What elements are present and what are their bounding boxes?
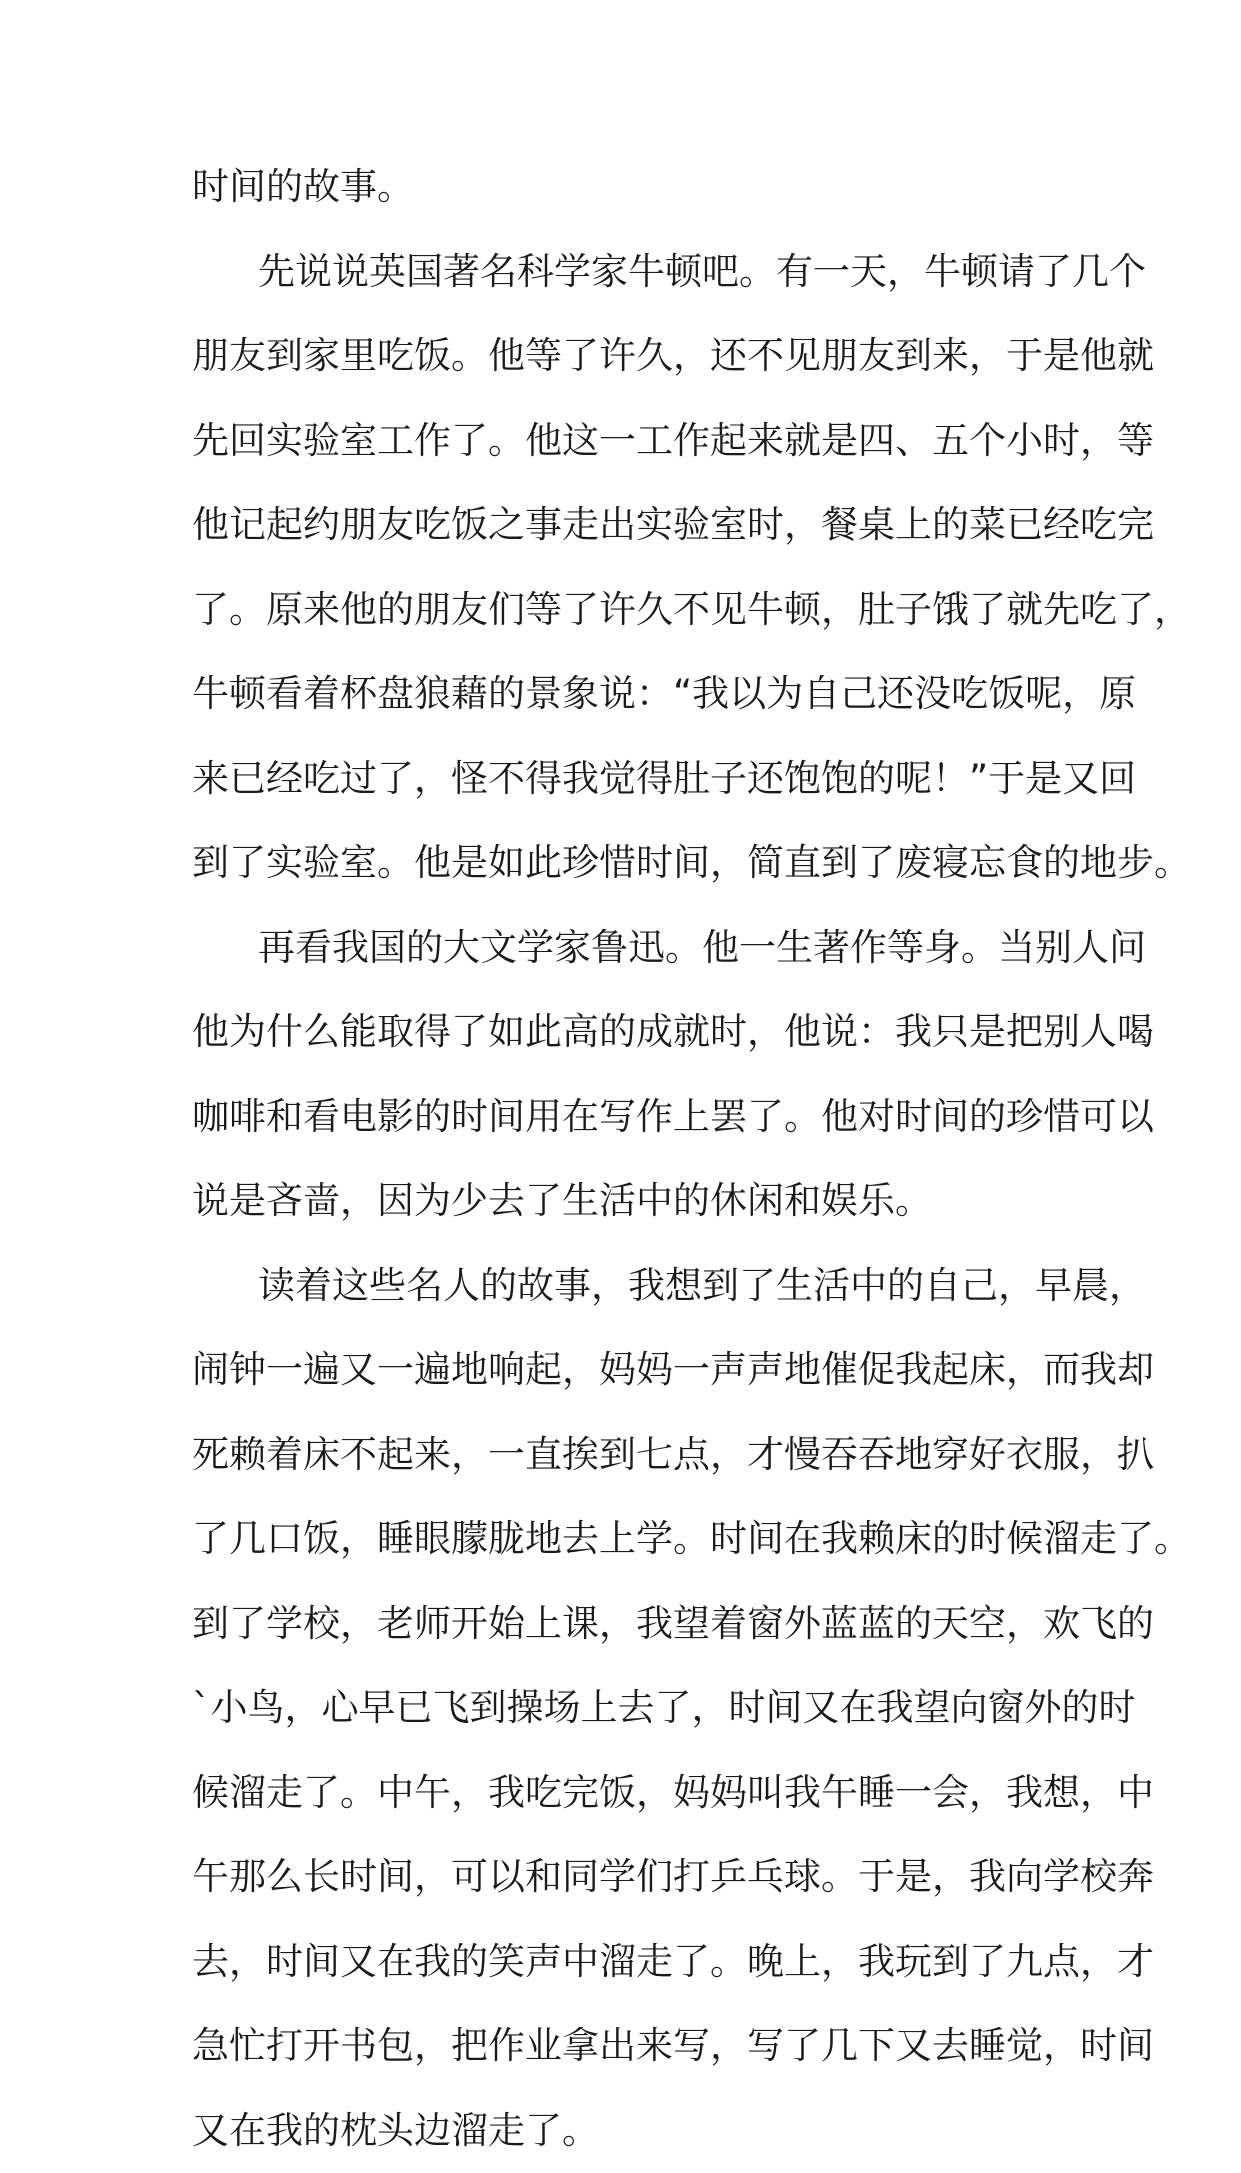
text-line: 闹钟一遍又一遍地响起，妈妈一声声地催促我起床，而我却 xyxy=(192,1328,1052,1413)
text-line: `小鸟，心早已飞到操场上去了，时间又在我望向窗外的时 xyxy=(192,1666,1052,1751)
text-line: 又在我的枕头边溜走了。 xyxy=(192,2089,1052,2173)
text-line: 候溜走了。中午，我吃完饭，妈妈叫我午睡一会，我想，中 xyxy=(192,1751,1052,1836)
text-line: 到了实验室。他是如此珍惜时间，简直到了废寝忘食的地步。 xyxy=(192,821,1052,906)
text-line: 牛顿看着杯盘狼藉的景象说：“我以为自己还没吃饭呢，原 xyxy=(192,652,1052,737)
text-line: 咖啡和看电影的时间用在写作上罢了。他对时间的珍惜可以 xyxy=(192,1075,1052,1160)
text-line: 他记起约朋友吃饭之事走出实验室时，餐桌上的菜已经吃完 xyxy=(192,483,1052,568)
text-line: 午那么长时间，可以和同学们打乒乓球。于是，我向学校奔 xyxy=(192,1835,1052,1920)
text-line: 说是吝啬，因为少去了生活中的休闲和娱乐。 xyxy=(192,1159,1052,1244)
paragraph-first-line: 读着这些名人的故事，我想到了生活中的自己，早晨， xyxy=(192,1244,1052,1329)
text-line: 死赖着床不起来，一直挨到七点，才慢吞吞地穿好衣服，扒 xyxy=(192,1413,1052,1498)
text-line: 急忙打开书包，把作业拿出来写，写了几下又去睡觉，时间 xyxy=(192,2004,1052,2089)
text-line: 先回实验室工作了。他这一工作起来就是四、五个小时，等 xyxy=(192,399,1052,484)
text-line: 朋友到家里吃饭。他等了许久，还不见朋友到来，于是他就 xyxy=(192,314,1052,399)
text-line: 了几口饭，睡眼朦胧地去上学。时间在我赖床的时候溜走了。 xyxy=(192,1497,1052,1582)
paragraph-first-line: 先说说英国著名科学家牛顿吧。有一天，牛顿请了几个 xyxy=(192,230,1052,315)
text-line: 来已经吃过了，怪不得我觉得肚子还饱饱的呢！”于是又回 xyxy=(192,737,1052,822)
text-line: 他为什么能取得了如此高的成就时，他说：我只是把别人喝 xyxy=(192,990,1052,1075)
text-line: 时间的故事。 xyxy=(192,145,1052,230)
text-line: 到了学校，老师开始上课，我望着窗外蓝蓝的天空，欢飞的 xyxy=(192,1582,1052,1667)
document-body xyxy=(192,145,1052,2173)
paragraph-first-line: 再看我国的大文学家鲁迅。他一生著作等身。当别人问 xyxy=(192,906,1052,991)
text-line: 去，时间又在我的笑声中溜走了。晚上，我玩到了九点，才 xyxy=(192,1920,1052,2005)
text-line: 了。原来他的朋友们等了许久不见牛顿，肚子饿了就先吃了， xyxy=(192,568,1052,653)
